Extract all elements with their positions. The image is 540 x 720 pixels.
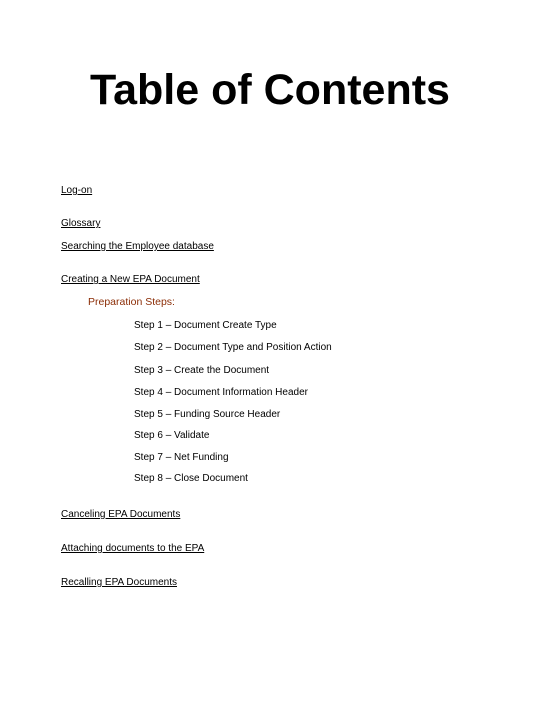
toc-step-4: Step 4 – Document Information Header [134, 387, 308, 398]
toc-step-2: Step 2 – Document Type and Position Action [134, 342, 332, 353]
toc-subheading-preparation-steps: Preparation Steps: [88, 296, 175, 308]
toc-link-glossary[interactable]: Glossary [61, 218, 101, 229]
toc-step-8: Step 8 – Close Document [134, 473, 248, 484]
toc-link-recalling-epa-documents[interactable]: Recalling EPA Documents [61, 577, 177, 588]
toc-link-creating-new-epa-document[interactable]: Creating a New EPA Document [61, 274, 200, 285]
toc-step-5: Step 5 – Funding Source Header [134, 409, 281, 420]
toc-link-attaching-documents[interactable]: Attaching documents to the EPA [61, 543, 205, 554]
toc-step-1: Step 1 – Document Create Type [134, 320, 277, 331]
toc-link-log-on[interactable]: Log-on [61, 185, 93, 196]
toc-step-6: Step 6 – Validate [134, 430, 210, 441]
toc-link-canceling-epa-documents[interactable]: Canceling EPA Documents [61, 509, 181, 520]
toc-step-7: Step 7 – Net Funding [134, 452, 229, 463]
page-title: Table of Contents [90, 66, 450, 114]
toc-link-searching-employee-database[interactable]: Searching the Employee database [61, 241, 214, 252]
toc-step-3: Step 3 – Create the Document [134, 365, 270, 376]
